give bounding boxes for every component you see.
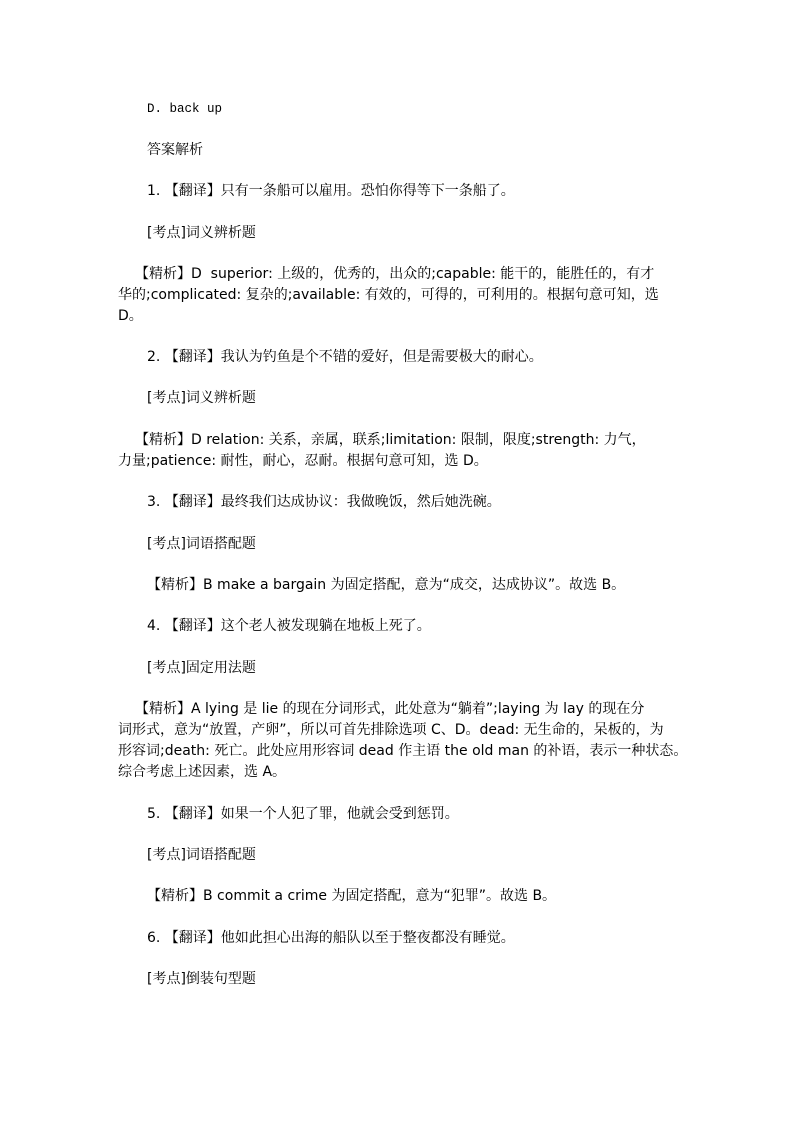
q3-translation: 3. 【翻译】最终我们达成协议：我做晚饭，然后她洗碗。 (147, 494, 501, 510)
q4-analysis-line3: 形容词;death: 死亡。此处应用形容词 dead 作主语 the old man 的补语，表示一种状态。 (118, 743, 688, 759)
q5-analysis: 【精析】B commit a crime 为固定搭配，意为“犯罪”。故选 B。 (147, 888, 557, 904)
q1-topic: [考点]词义辨析题 (147, 225, 256, 241)
q4-analysis-line2: 词形式，意为“放置，产卵”，所以可首先排除选项 C、D。dead: 无生命的，呆板的，为 (118, 722, 664, 738)
q4-analysis-line4: 综合考虑上述因素，选 A。 (118, 764, 287, 780)
q3-analysis: 【精析】B make a bargain 为固定搭配，意为“成交，达成协议”。故选 B。 (147, 577, 626, 593)
q4-analysis-line1: 【精析】A lying 是 lie 的现在分词形式，此处意为“躺着”;laying 为 lay 的现在分 (135, 701, 645, 717)
q6-translation: 6. 【翻译】他如此担心出海的船队以至于整夜都没有睡觉。 (147, 930, 515, 946)
q5-translation: 5. 【翻译】如果一个人犯了罪，他就会受到惩罚。 (147, 806, 459, 822)
option-d: D. back up (147, 102, 223, 116)
q2-translation: 2. 【翻译】我认为钓鱼是个不错的爱好，但是需要极大的耐心。 (147, 349, 543, 365)
q1-analysis-line1: 【精析】D superior: 上级的，优秀的，出众的;capable: 能干的，能胜任的，有才 (135, 266, 655, 282)
q1-analysis-line2: 华的;complicated: 复杂的;available: 有效的，可得的，可利用的。根据句意可知，选 (118, 287, 659, 303)
q2-topic: [考点]词义辨析题 (147, 390, 256, 406)
q1-translation: 1. 【翻译】只有一条船可以雇用。恐怕你得等下一条船了。 (147, 183, 515, 199)
q6-topic: [考点]倒装句型题 (147, 971, 256, 987)
q1-analysis-line3: D。 (118, 308, 143, 324)
q4-topic: [考点]固定用法题 (147, 660, 256, 676)
section-heading-answer-analysis: 答案解析 (147, 142, 203, 158)
q4-translation: 4. 【翻译】这个老人被发现躺在地板上死了。 (147, 618, 431, 634)
q3-topic: [考点]词语搭配题 (147, 536, 256, 552)
q2-analysis-line1: 【精析】D relation: 关系，亲属，联系;limitation: 限制，限度;strength: 力气， (135, 432, 646, 448)
q5-topic: [考点]词语搭配题 (147, 847, 256, 863)
q2-analysis-line2: 力量;patience: 耐性，耐心，忍耐。根据句意可知，选 D。 (118, 453, 488, 469)
